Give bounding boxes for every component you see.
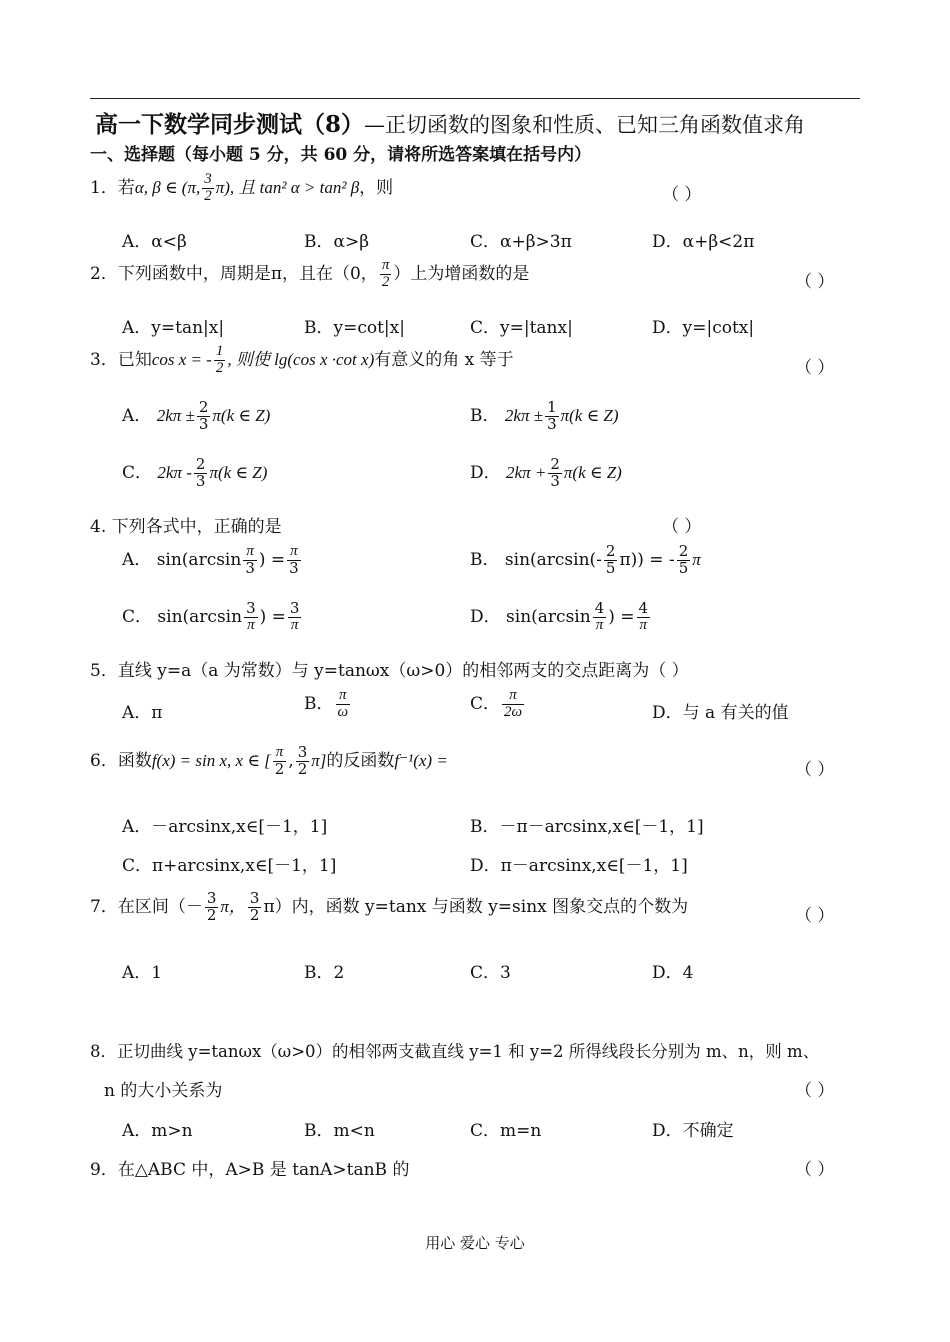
title-main: 高一下数学同步测试（8） [95,111,365,138]
question-8-line-2: n 的大小关系为 [104,1081,223,1101]
title-subtitle: —正切函数的图象和性质、已知三角函数值求角 [364,113,806,137]
q8-option-d: D．不确定 [652,1121,734,1141]
question-1: 1．若α, β ∈ (π, $\frac{3}{2}$ π), 且 tan² α > tan² β，则 [90,171,394,204]
q2-option-a: A．y=tan|x| [122,318,225,338]
question-4: 4. 下列各式中，正确的是 [90,517,282,537]
q6-option-c: C．π+arcsinx,x∈[－1，1] [122,856,337,876]
answer-paren-4: （ ） [662,517,702,537]
question-3: 3．已知cos x = - $\frac{1}{2}$ , 则使 lg(cos x ·cot x)有意义的角 x 等于 [90,343,514,376]
q8-option-b: B．m<n [304,1121,375,1141]
q7-option-a: A．1 [122,963,163,983]
question-9: 9．在△ABC 中，A>B 是 tanA>tanB 的 [90,1160,410,1180]
section-heading: 一、选择题（每小题 5 分，共 60 分，请将所选答案填在括号内） [90,145,592,165]
q3-option-d: D． 2kπ + $\frac{2}{3}$ π(k ∈ Z) [470,455,622,490]
q5-option-d: D．与 a 有关的值 [652,703,789,723]
fraction: $\frac{1}{2}$ [215,343,224,376]
page-footer: 用心 爱心 专心 [425,1234,525,1252]
q8-option-a: A．m>n [122,1121,193,1141]
answer-paren-7: （ ） [795,906,835,926]
q6-option-a: A．－arcsinx,x∈[－1，1] [122,817,328,837]
answer-paren-9: （ ） [795,1160,835,1180]
answer-paren-3: （ ） [795,358,835,378]
question-5: 5．直线 y=a（a 为常数）与 y=tanωx（ω>0）的相邻两支的交点距离为（ ） [90,661,689,681]
answer-paren-8: （ ） [795,1081,835,1101]
q6-option-d: D．π－arcsinx,x∈[－1，1] [470,856,688,876]
answer-paren-6: （ ） [795,760,835,780]
fraction: $\frac{3}{2}$ [204,171,212,204]
q4-option-d: D． sin(arcsin $\frac{4}{\pi}$ ) = $\frac{4}{\pi}$ [470,599,649,633]
q3-option-c: C． 2kπ - $\frac{2}{3}$ π(k ∈ Z) [122,455,268,490]
q2-option-c: C．y=|tanx| [470,318,573,338]
q7-option-c: C．3 [470,963,511,983]
fraction: $\frac{\pi}{2}$ [381,257,390,290]
q3-option-b: B． 2kπ ± $\frac{1}{3}$ π(k ∈ Z) [470,398,619,433]
q5-option-c: C． $\frac{\pi}{2\omega}$ [470,687,523,720]
header-rule [90,98,860,99]
q8-option-c: C．m=n [470,1121,542,1141]
q2-option-d: D．y=|cotx| [652,318,755,338]
q5-option-a: A．π [122,703,163,723]
question-6: 6．函数f(x) = sin x, x ∈ [ $\frac{\pi}{2}$ , $\frac{3}{2}$ π]的反函数f⁻¹(x) = [90,743,448,778]
answer-paren-2: （ ） [795,272,835,292]
page-title [95,106,805,139]
q7-option-d: D．4 [652,963,694,983]
q5-option-b: B． $\frac{\pi}{\omega}$ [304,687,349,720]
question-2: 2．下列函数中，周期是π，且在（0， $\frac{\pi}{2}$ ）上为增函数的是 [90,257,530,290]
q7-option-b: B．2 [304,963,345,983]
q1-option-d: D．α+β<2π [652,232,755,252]
q4-option-a: A． sin(arcsin $\frac{\pi}{3}$ ) = $\frac{\pi}{3}$ [122,543,299,577]
q2-option-b: B．y=cot|x| [304,318,405,338]
answer-paren-1: （ ） [662,185,702,205]
q6-option-b: B．－π－arcsinx,x∈[－1，1] [470,817,704,837]
question-7: 7．在区间（－ $\frac{3}{2}$ π， $\frac{3}{2}$ π）内，函数 y=tanx 与函数 y=sinx 图象交点的个数为 [90,889,689,924]
q1-option-c: C．α+β>3π [470,232,572,252]
q4-option-c: C． sin(arcsin $\frac{3}{\pi}$ ) = $\frac{3}{\pi}$ [122,599,300,633]
question-8-line-1: 8．正切曲线 y=tanωx（ω>0）的相邻两支截直线 y=1 和 y=2 所得线段长分别为 m、n，则 m、 [90,1042,820,1061]
q1-option-b: B．α>β [304,232,370,252]
q4-option-b: B． sin(arcsin(- $\frac{2}{5}$ π)) = - $\frac{2}{5}$ π [470,542,701,577]
q3-option-a: A． 2kπ ± $\frac{2}{3}$ π(k ∈ Z) [122,398,271,433]
q1-option-a: A．α<β [122,232,187,252]
